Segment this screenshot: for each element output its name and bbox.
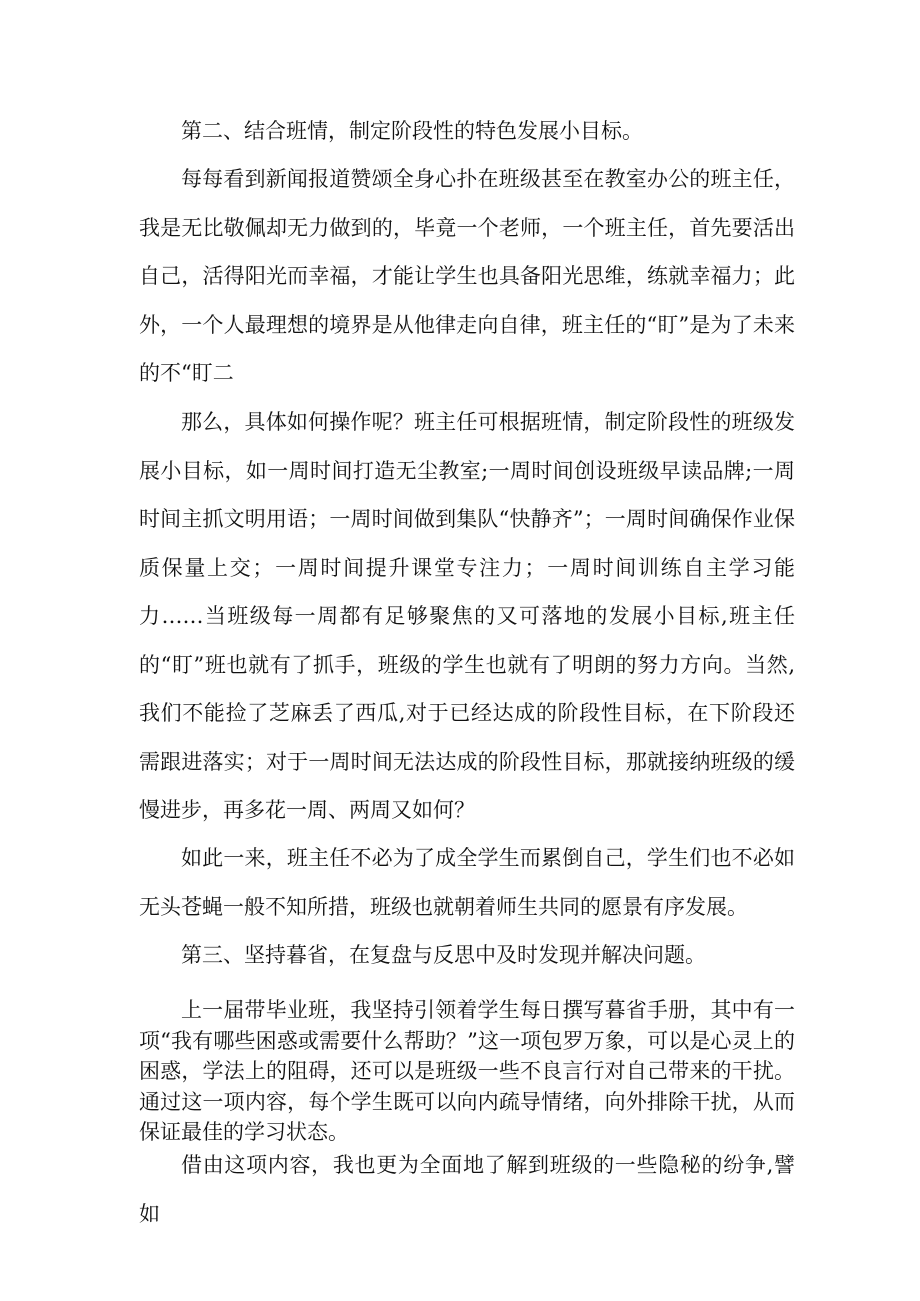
- body-paragraph: 那么，具体如何操作呢？班主任可根据班情，制定阶段性的班级发展小目标，如一周时间打造无尘教室;一周时间创设班级早读品牌;一周时间主抓文明用语；一周时间做到集队“快静齐”；一周时间确保作业保质保量上交；一周时间提升课堂专注力；一周时间训练自主学习能力……当班级每一周都有足够聚焦的又可落地的发展小目标,班主任的“盯”班也就有了抓手，班级的学生也就有了明朗的努力方向。当然,我们不能捡了芝麻丢了西瓜,对于已经达成的阶段性目标，在下阶段还需跟进落实；对于一周时间无法达成的阶段性目标，那就接纳班级的缓慢进步，再多花一周、两周又如何？: [139, 410, 795, 822]
- body-paragraph: 每每看到新闻报道赞颂全身心扑在班级甚至在教室办公的班主任，我是无比敬佩却无力做到的，毕竟一个老师，一个班主任，首先要活出自己，活得阳光而幸福，才能让学生也具备阳光思维，练就幸福力；此外，一个人最理想的境界是从他律走向自律，班主任的“盯”是为了未来的不“盯二: [139, 167, 795, 385]
- body-paragraph: 借由这项内容，我也更为全面地了解到班级的一些隐秘的纷争,譬如: [139, 1153, 795, 1226]
- section-heading-second: 第二、结合班情，制定阶段性的特色发展小目标。: [181, 119, 643, 143]
- section-heading-third: 第三、坚持暮省，在复盘与反思中及时发现并解决问题。: [181, 943, 706, 967]
- body-paragraph: 上一届带毕业班，我坚持引领着学生每日撰写暮省手册，其中有一项“我有哪些困惑或需要什么帮助？”这一项包罗万象，可以是心灵上的困惑，学法上的阻碍，还可以是班级一些不良言行对自己带来的干扰。通过这一项内容，每个学生既可以向内疏导情绪，向外排除干扰，从而保证最佳的学习状态。: [139, 998, 795, 1144]
- body-paragraph: 如此一来，班主任不必为了成全学生而累倒自己，学生们也不必如无头苍蝇一般不知所措，班级也就朝着师生共同的愿景有序发展。: [139, 846, 795, 919]
